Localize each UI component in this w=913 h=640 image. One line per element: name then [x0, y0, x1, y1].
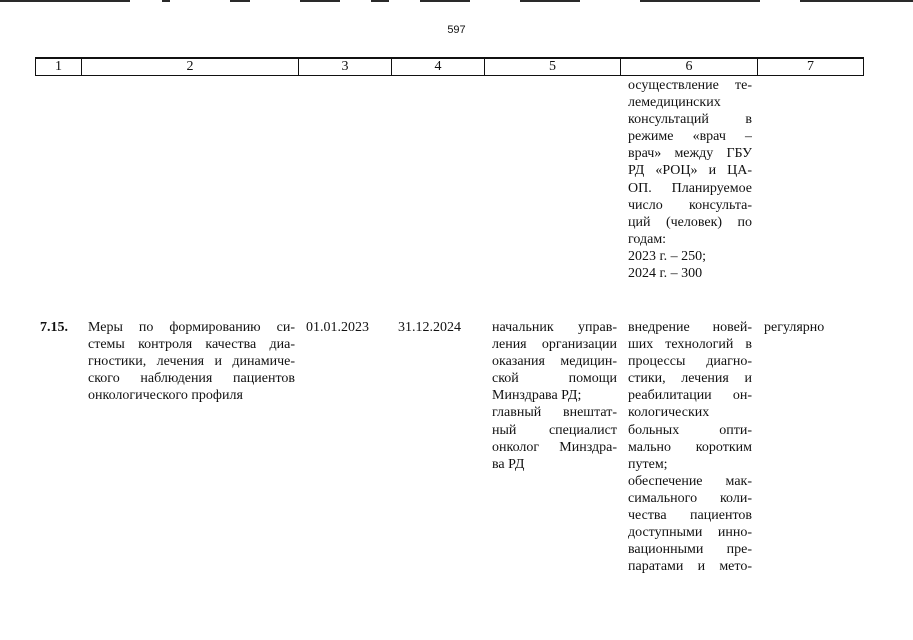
text-line: вационными пре-	[628, 542, 752, 558]
scan-edge-mark	[520, 0, 580, 2]
text-line: 2023 г. – 250;	[628, 248, 707, 264]
text-line: онколог Минздра-	[492, 439, 617, 455]
text-line: чества пациентов	[628, 508, 752, 524]
text-line: ших технологий в	[628, 337, 752, 353]
periodicity: регулярно	[764, 320, 825, 335]
responsible-cell	[492, 319, 617, 473]
text-line: обеспечение мак-	[628, 473, 752, 489]
text-line: ный специалист	[492, 422, 617, 438]
scan-edge-mark	[300, 0, 340, 2]
column-header-3: 3	[341, 59, 349, 74]
text-line: мально коротким	[628, 439, 752, 455]
text-line: число консульта-	[628, 197, 752, 213]
text-line: доступными инно-	[628, 525, 752, 541]
end-date: 31.12.2024	[398, 320, 461, 335]
row-number: 7.15.	[40, 320, 68, 335]
text-line: реабилитации он-	[628, 388, 752, 404]
text-line: паратами и мето-	[628, 559, 752, 575]
column-header-5: 5	[549, 59, 556, 74]
text-line: лемедицинских	[628, 95, 721, 111]
start-date: 01.01.2023	[306, 320, 369, 335]
text-line: стемы контроля качества диа-	[88, 337, 295, 353]
text-line: симального коли-	[628, 490, 752, 506]
text-line: главный внештат-	[492, 405, 617, 421]
expected-result-cell	[628, 319, 752, 575]
scan-edge-mark	[640, 0, 760, 2]
scan-edge-mark	[371, 0, 389, 2]
text-line: онкологического профиля	[88, 388, 243, 404]
text-line: внедрение новей-	[628, 320, 752, 335]
text-line: режиме «врач –	[628, 129, 752, 145]
text-line: больных опти-	[628, 422, 752, 438]
text-line: ского наблюдения пациентов	[88, 371, 295, 387]
text-line: врач» между ГБУ	[628, 146, 752, 162]
text-line: путем;	[628, 456, 668, 472]
scan-edge-mark	[0, 0, 130, 2]
scan-edge-mark	[162, 0, 170, 2]
text-line: оказания медицин-	[492, 354, 617, 370]
text-line: РД «РОЦ» и ЦА-	[628, 163, 752, 179]
page-number: 597	[447, 24, 466, 36]
column-header-1: 1	[55, 59, 62, 74]
text-line: ОП. Планируемое	[628, 180, 752, 196]
text-line: осуществление те-	[628, 78, 752, 93]
text-line: Минздрава РД;	[492, 388, 582, 404]
scan-edge-mark	[800, 0, 913, 2]
column-header-7: 7	[807, 59, 814, 74]
measure-name-cell	[88, 319, 295, 404]
text-line: гностики, лечения и динамиче-	[88, 354, 295, 370]
text-line: Меры по формированию си-	[88, 320, 295, 335]
text-line: стики, лечения и	[628, 371, 752, 387]
text-line: кологических	[628, 405, 710, 421]
column-header-2: 2	[186, 59, 194, 74]
text-line: ления организации	[492, 337, 617, 353]
continuation-result-cell	[628, 77, 752, 282]
text-line: годам:	[628, 231, 667, 247]
scan-edge-mark	[420, 0, 470, 2]
column-header-4: 4	[434, 59, 442, 74]
column-header-6: 6	[685, 59, 693, 74]
scan-edge-mark	[230, 0, 250, 2]
text-line: начальник управ-	[492, 320, 617, 335]
column-divider	[863, 58, 864, 76]
text-line: ций (человек) по	[628, 214, 752, 230]
text-line: ской помощи	[492, 371, 617, 387]
text-line: консультаций в	[628, 112, 752, 128]
text-line: 2024 г. – 300	[628, 266, 703, 282]
text-line: ва РД	[492, 456, 525, 472]
text-line: процессы диагно-	[628, 354, 752, 370]
